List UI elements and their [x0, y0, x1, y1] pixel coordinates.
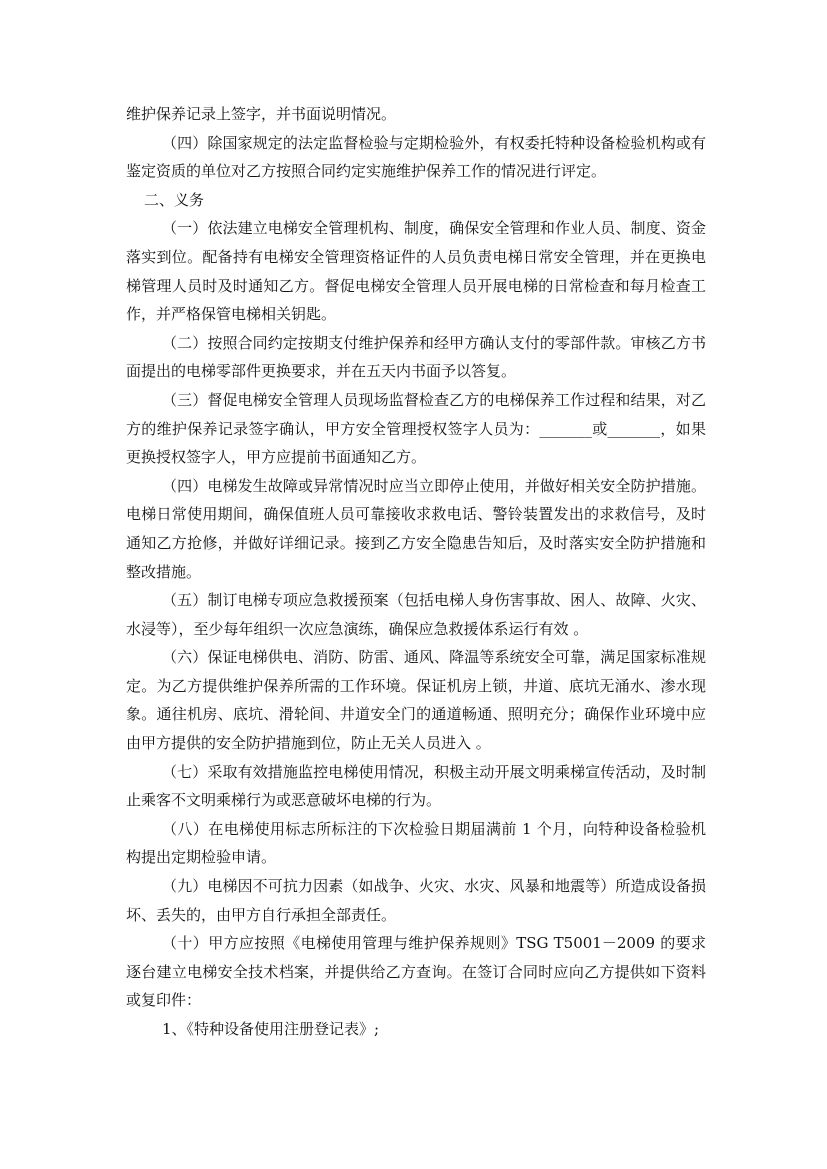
- paragraph-obligation-7: （七）采取有效措施监控电梯使用情况，积极主动开展文明乘梯宣传活动，及时制止乘客不文明乘梯行为或恶意破坏电梯的行为。: [126, 762, 706, 810]
- paragraph-obligation-3: （三）督促电梯安全管理人员现场监督检查乙方的电梯保养工作过程和结果，对乙方的维护保养记录签字确认，甲方安全管理授权签字人员为：_______或_______，如果更换授权签字人，甲方应提前书面通知乙方。: [126, 390, 706, 467]
- paragraph-obligation-9: （九）电梯因不可抗力因素（如战争、火灾、水灾、风暴和地震等）所造成设备损坏、丢失的，由甲方自行承担全部责任。: [126, 877, 706, 924]
- paragraph-obligation-10: （十）甲方应按照《电梯使用管理与维护保养规则》TSG T5001－2009 的要求逐台建立电梯安全技术档案，并提供给乙方查询。在签订合同时应向乙方提供如下资料或复印件：: [126, 934, 706, 1010]
- paragraph-obligation-6: （六）保证电梯供电、消防、防雷、通风、降温等系统安全可靠，满足国家标准规定。为乙方提供维护保养所需的工作环境。保证机房上锁，井道、底坑无涌水、渗水现象。通往机房、底坑、滑轮间、井道安全门的通道畅通、照明充分；确保作业环境中应由甲方提供的安全防护措施到位，防止无关人员进入 。: [126, 648, 706, 753]
- list-item-document-1: 1、《特种设备使用注册登记表》;: [162, 1020, 380, 1038]
- paragraph-right-4: （四）除国家规定的法定监督检验与定期检验外，有权委托特种设备检验机构或有鉴定资质的单位对乙方按照合同约定实施维护保养工作的情况进行评定。: [126, 133, 706, 181]
- paragraph-continuation: 维护保养记录上签字，并书面说明情况。: [126, 105, 397, 123]
- paragraph-obligation-8: （八）在电梯使用标志所标注的下次检验日期届满前 1 个月，向特种设备检验机构提出定期检验申请。: [126, 819, 706, 867]
- paragraph-obligation-4: （四）电梯发生故障或异常情况时应当立即停止使用，并做好相关安全防护措施。电梯日常使用期间，确保值班人员可靠接收求救电话、警铃装置发出的求救信号，及时通知乙方抢修，并做好详细记录。接到乙方安全隐患告知后，及时落实安全防护措施和整改措施。: [126, 476, 706, 581]
- document-body: [126, 100, 706, 1044]
- paragraph-obligation-2: （二）按照合同约定按期支付维护保养和经甲方确认支付的零部件款。审核乙方书面提出的电梯零部件更换要求，并在五天内书面予以答复。: [126, 333, 706, 381]
- section-heading-obligations: 二、义务: [144, 190, 205, 209]
- paragraph-obligation-1: （一）依法建立电梯安全管理机构、制度，确保安全管理和作业人员、制度、资金落实到位。配备持有电梯安全管理资格证件的人员负责电梯日常安全管理，并在更换电梯管理人员时及时通知乙方。督促电梯安全管理人员开展电梯的日常检查和每月检查工作，并严格保管电梯相关钥匙。: [126, 219, 706, 324]
- paragraph-obligation-5: （五）制订电梯专项应急救援预案（包括电梯人身伤害事故、困人、故障、火灾、水浸等），至少每年组织一次应急演练，确保应急救援体系运行有效 。: [126, 591, 706, 638]
